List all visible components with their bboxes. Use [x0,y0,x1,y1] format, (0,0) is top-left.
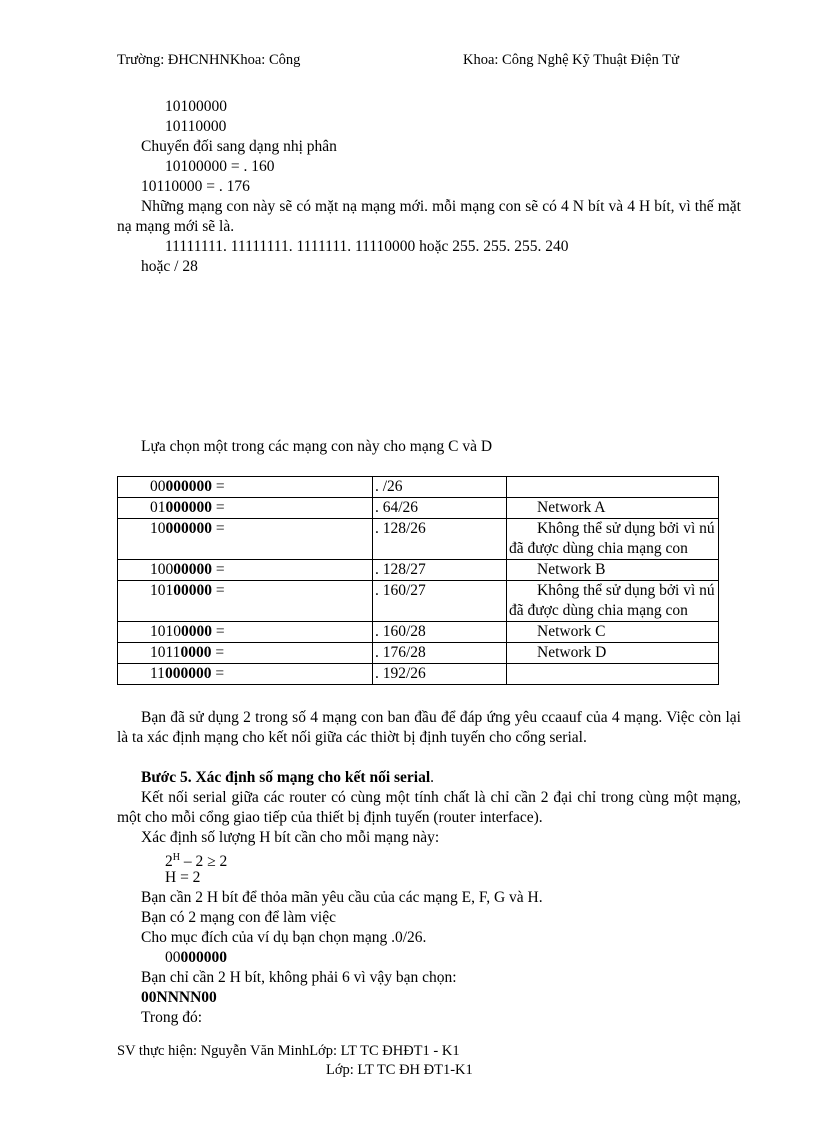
desc-cell: Không thể sử dụng bởi vì nú đã được dùng chia mạng con [507,581,719,622]
desc-cell [507,477,719,498]
table-row [118,560,719,581]
cidr-cell: . /26 [373,477,507,498]
binary-cell: 10000000 = [118,560,373,581]
binary-b: 00NNNN00 [141,989,217,1006]
footer-line-1: SV thực hiện: Nguyễn Văn MinhLớp: LT TC ĐHĐT1 - K1 [117,1043,460,1059]
header-right: Khoa: Công Nghệ Kỹ Thuật Điện Tử [463,52,679,68]
conversion-line-2: 10110000 = . 176 [141,178,250,195]
table-row [118,498,719,519]
paragraph-serial: Kết nối serial giữa các router có cùng một tính chất là chỉ cần 2 đại chỉ trong cùng một mạng, một cho mỗi cổng giao tiếp của thiết bị định tuyến (router interface). [117,789,741,826]
cidr-cell: . 160/27 [373,581,507,622]
table-row [118,622,719,643]
binary-cell: 10100000 = [118,622,373,643]
paragraph-used-subnets: Bạn đã sử dụng 2 trong số 4 mạng con ban đầu để đáp ứng yêu ccaauf của 4 mạng. Việc còn lại là ta xác định mạng cho kết nối giữa các thiờt bị định tuyến cho cổng serial. [117,709,741,746]
cidr-cell: . 128/27 [373,560,507,581]
footer-line-2: Lớp: LT TC ĐH ĐT1-K1 [326,1062,473,1078]
table-row [118,581,719,622]
only-line: Bạn chỉ cần 2 H bít, không phải 6 vì vậy bạn chọn: [141,969,457,986]
cidr-cell: . 176/28 [373,643,507,664]
binary-line-2: 10110000 [165,118,227,135]
binary-cell: 10110000 = [118,643,373,664]
mask-short: hoặc / 28 [141,258,198,275]
where-line: Trong đó: [141,1009,203,1026]
h-bits-line: Xác định số lượng H bít cần cho mỗi mạng này: [141,829,440,846]
binary-cell: 01000000 = [118,498,373,519]
need-line: Bạn cần 2 H bít để thỏa mãn yêu cầu của các mạng E, F, G và H. [141,889,543,906]
cidr-cell: . 192/26 [373,664,507,685]
desc-cell: Network C [507,622,719,643]
table-row [118,519,719,560]
desc-cell: Network D [507,643,719,664]
desc-cell: Network B [507,560,719,581]
desc-cell: Không thể sử dụng bởi vì nú đã được dùng chia mạng con [507,519,719,560]
desc-cell: Network A [507,498,719,519]
cidr-cell: . 128/26 [373,519,507,560]
binary-cell: 11000000 = [118,664,373,685]
binary-cell: 00000000 = [118,477,373,498]
table-row [118,477,719,498]
desc-cell [507,664,719,685]
binary-cell: 10000000 = [118,519,373,560]
have-line: Bạn có 2 mạng con để làm việc [141,909,336,926]
binary-a: 00000000 [165,949,227,966]
binary-cell: 10100000 = [118,581,373,622]
conversion-line-1: 10100000 = . 160 [165,158,275,175]
subnet-table [117,476,719,685]
table-row [118,643,719,664]
formula-1: $2^H - 2 \ge 2$ [165,852,228,870]
table-intro: Lựa chọn một trong các mạng con này cho mạng C và D [141,438,493,455]
header-left: Trường: ĐHCNHNKhoa: Công [117,52,301,68]
mask-line: 11111111. 11111111. 1111111. 11110000 hoặc 255. 255. 255. 240 [165,238,569,255]
convert-heading: Chuyển đối sang dạng nhị phân [141,138,337,155]
paragraph-subnet-mask: Những mạng con này sẽ có mặt nạ mạng mới. mỗi mạng con sẽ có 4 N bít và 4 H bít, vì thế mặt nạ mạng mới sẽ là. [117,198,741,235]
choose-line: Cho mục đích của ví dụ bạn chọn mạng .0/26. [141,929,427,946]
table-row [118,664,719,685]
binary-line-1: 10100000 [165,98,227,115]
step5-heading: Bước 5. Xác định số mạng cho kết nối serial. [141,769,435,786]
cidr-cell: . 64/26 [373,498,507,519]
formula-2: H = 2 [165,869,201,886]
cidr-cell: . 160/28 [373,622,507,643]
